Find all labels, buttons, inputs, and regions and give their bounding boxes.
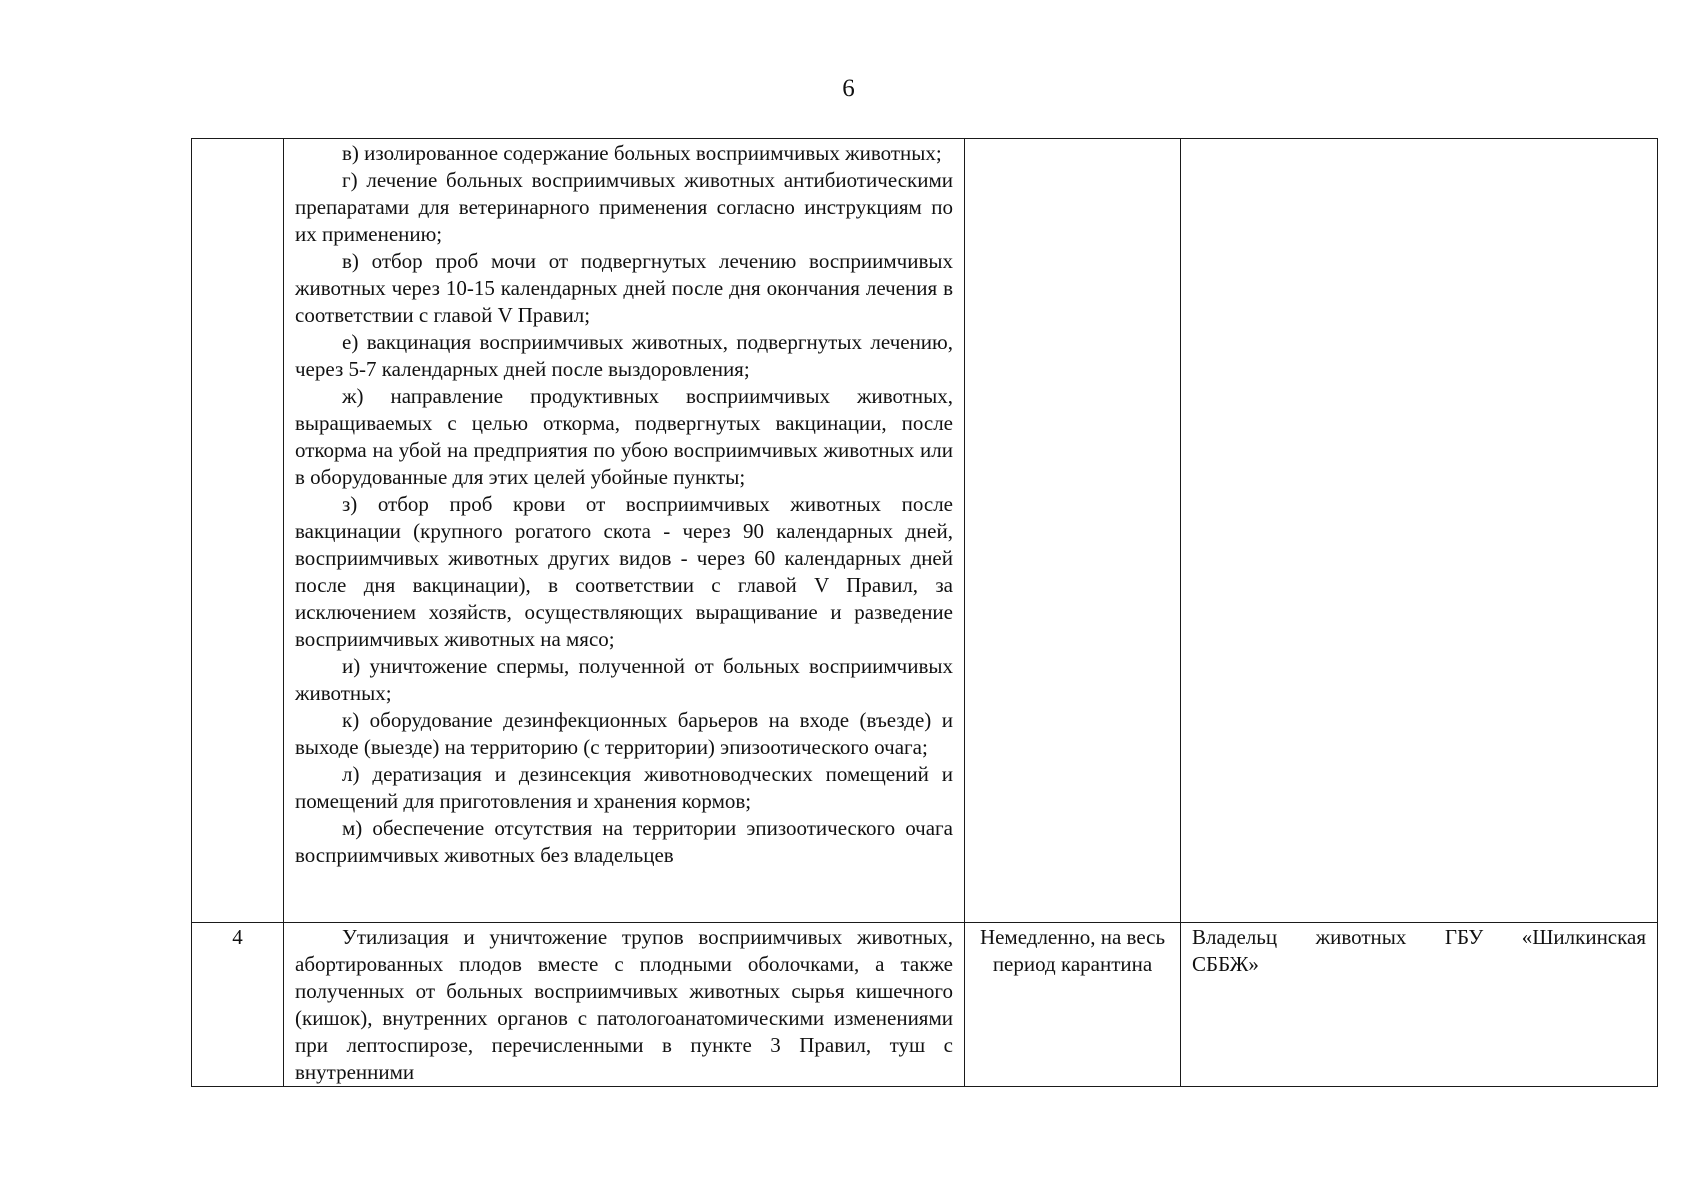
page-number: 6 (842, 75, 855, 102)
actions-cell (284, 923, 965, 1087)
action-item-g: г) лечение больных восприимчивых животных антибиотическими препаратами для ветеринарного применения согласно инструкциям по их применению; (295, 168, 953, 246)
responsible-cell (1181, 923, 1658, 1087)
responsible-line-1: Владельц животных ГБУ «Шилкинская (1192, 925, 1646, 949)
measures-table (191, 138, 1658, 1087)
term-cell: Немедленно, на весь период карантина (965, 923, 1181, 1087)
row-number-cell: 4 (192, 923, 284, 1087)
action-item-m: м) обеспечение отсутствия на территории эпизоотического очага восприимчивых животных без владельцев (295, 816, 953, 867)
action-item-l: л) дератизация и дезинсекция животноводческих помещений и помещений для приготовления и хранения кормов; (295, 762, 953, 813)
action-item-i: и) уничтожение спермы, полученной от больных восприимчивых животных; (295, 654, 953, 705)
responsible-line-2: СББЖ» (1192, 952, 1259, 976)
responsible-cell (1181, 139, 1658, 923)
row-number-cell (192, 139, 284, 923)
action-item-disposal: Утилизация и уничтожение трупов восприимчивых животных, абортированных плодов вместе с плодными оболочками, а также полученных от больных восприимчивых животных сырья кишечного (кишок), внутренних органов с патологоанатомическими изменениями при лептоспирозе, перечисленными в пункте 3 Правил, туш с внутренними (295, 925, 953, 1084)
action-item-z: з) отбор проб крови от восприимчивых животных после вакцинации (крупного рогатого скота - через 90 календарных дней, восприимчивых животных других видов - через 60 календарных дней после дня вакцинации), в соответствии с главой V Правил, за исключением хозяйств, осуществляющих выращивание и разведение восприимчивых животных на мясо; (295, 492, 953, 651)
action-item-zh: ж) направление продуктивных восприимчивых животных, выращиваемых с целью откорма, подвергнутых вакцинации, после откорма на убой на предприятия по убою восприимчивых животных или в оборудованные для этих целей убойные пункты; (295, 384, 953, 489)
action-item-e: е) вакцинация восприимчивых животных, подвергнутых лечению, через 5-7 календарных дней после выздоровления; (295, 330, 953, 381)
action-item-v2: в) отбор проб мочи от подвергнутых лечению восприимчивых животных через 10-15 календарных дней после дня окончания лечения в соответствии с главой V Правил; (295, 249, 953, 327)
table-row-4 (192, 923, 1658, 1087)
term-cell (965, 139, 1181, 923)
action-item-k: к) оборудование дезинфекционных барьеров на входе (въезде) и выходе (выезде) на территорию (с территории) эпизоотического очага; (295, 708, 953, 759)
action-item-v1: в) изолированное содержание больных восприимчивых животных; (342, 141, 942, 165)
table-row-continuation (192, 139, 1658, 923)
actions-cell (284, 139, 965, 923)
